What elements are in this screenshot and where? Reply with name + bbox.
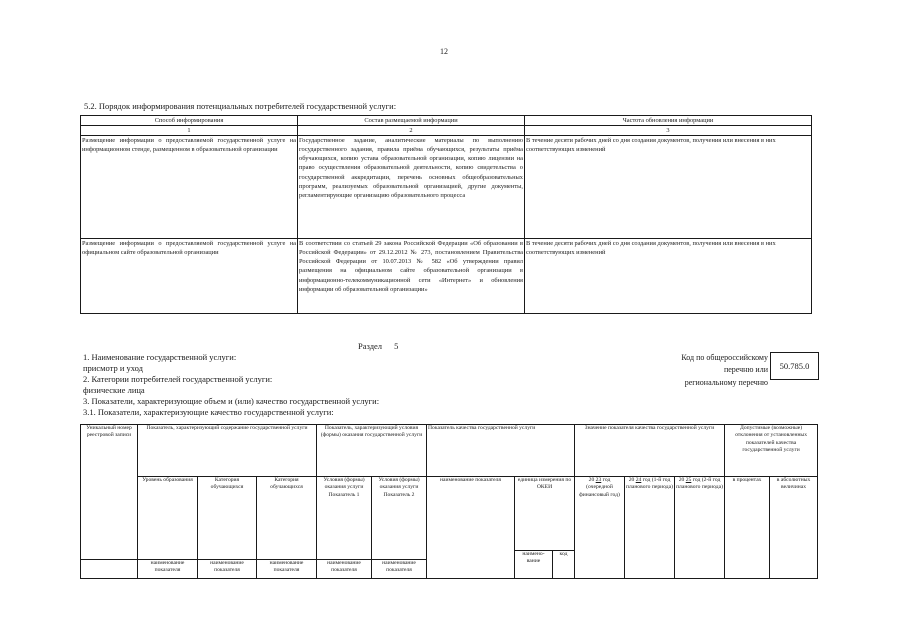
deviation-header: Допустимые (возможные) отклонения от установленных показателей качества государственной услуги (725, 425, 818, 477)
content-indicator-header: Показатель, характеризующий содержание государственной услуги (138, 425, 317, 477)
section-label: Раздел (358, 341, 383, 351)
year-1-header: 20 23 год (очередной финансовый год) (575, 477, 625, 579)
service-name-value: присмотр и уход (83, 363, 144, 373)
service-name-label: 1. Наименование государственной услуги: (83, 352, 237, 362)
header-frequency: Частота обновления информации (525, 116, 812, 126)
name-label-cell: наименование показателя (317, 560, 372, 579)
section-heading (358, 341, 398, 351)
year-2-header: 20 24 год (1-й год планового периода) (625, 477, 675, 579)
section-5-2-title: 5.2. Порядок информирования потенциальных потребителей государственной услуги: (84, 101, 397, 111)
table-row (81, 239, 812, 314)
empty-cell (81, 560, 138, 579)
informing-table (80, 115, 812, 314)
name-label-cell: наименование показателя (138, 560, 198, 579)
content-cell: В соответствии со статьей 29 закона Российской Федерации «Об образовании в Российской Федерации» от 29.12.2012 № 273, постановлением Правительства Российской Федерации от 10.07.2013 № 582 «Об утверждении правил размещения на официальном сайте образовательной организации в информационно-телекоммуникационной сети «Интернет» и обновления информации об образовательной организации» (298, 239, 525, 314)
column-number: 1 (81, 126, 298, 136)
name-label-cell: наименование показателя (372, 560, 427, 579)
page-number: 12 (440, 47, 448, 56)
name-label-cell: наименование показателя (198, 560, 257, 579)
method-cell: Размещение информации о предоставляемой государственной услуге на официальном сайте образовательной организации (81, 239, 298, 314)
registry-code-label: Код по общероссийскому перечню или региональному перечню (681, 353, 768, 387)
column-number: 3 (525, 126, 812, 136)
section-number: 5 (394, 341, 399, 351)
table-row (81, 136, 812, 239)
consumer-category-label: 2. Категории потребителей государственной услуги: (83, 374, 273, 384)
frequency-cell: В течение десяти рабочих дней со дня создания документов, получения или внесения в них соответствующих изменений (525, 239, 812, 314)
value-indicator-header: Значение показателя качества государственной услуги (575, 425, 725, 477)
quality-indicators-table (80, 424, 818, 579)
registry-code-box: 50.785.0 (770, 352, 819, 380)
percent-header: в процентах (725, 477, 770, 579)
indicators-heading: 3. Показатели, характеризующие объем и (или) качество государственной услуги: (83, 396, 380, 406)
header-content: Состав размещаемой информации (298, 116, 525, 126)
indicator-name-header: наименование показателя (427, 477, 515, 579)
subheader-condition-1: Условия (формы) оказания услуги Показатель 1 (317, 477, 372, 560)
column-number: 2 (298, 126, 525, 136)
unit-header: единица измерения по ОКЕИ (515, 477, 575, 551)
subheader-condition-2: Условия (формы) оказания услуги Показатель 2 (372, 477, 427, 560)
method-cell: Размещение информации о предоставляемой государственной услуге на информационном стенде, размещенном в образовательной организации (81, 136, 298, 239)
header-method: Способ информирования (81, 116, 298, 126)
content-cell: Государственное задание, аналитические материалы по выполнению государственного задания, правила приёма обучающихся, результаты приёма обучающихся, копию устава образовательной организации, копию лицензии на право осуществления образовательной деятельности, копию свидетельства о государственной аккредитации, перечень основных общеобразовательных программ, реализуемых образовательной организацией, другие документы, регламентирующие организацию образовательного процесса (298, 136, 525, 239)
quality-indicators-heading: 3.1. Показатели, характеризующие качество государственной услуги: (83, 407, 334, 417)
subheader-level: Уровень образования (138, 477, 198, 560)
name-label-cell: наименование показателя (257, 560, 317, 579)
conditions-indicator-header: Показатель, характеризующий условия (формы) оказания государственной услуги (317, 425, 427, 477)
unit-code-header: код (553, 550, 575, 579)
absolute-header: в абсолютных величинах (770, 477, 818, 579)
unique-number-header: Уникальный номер реестровой записи (81, 425, 138, 560)
subheader-category-2: Категория обучающихся (257, 477, 317, 560)
frequency-cell: В течение десяти рабочих дней со дня создания документов, получения или внесения в них соответствующих изменений (525, 136, 812, 239)
quality-indicator-header: Показатель качества государственной услуги (427, 425, 575, 477)
year-3-header: 20 25 год (2-й год планового периода) (675, 477, 725, 579)
consumer-category-value: физические лица (83, 385, 145, 395)
unit-name-header: наимено-вание (515, 550, 553, 579)
subheader-category: Категория обучающихся (198, 477, 257, 560)
